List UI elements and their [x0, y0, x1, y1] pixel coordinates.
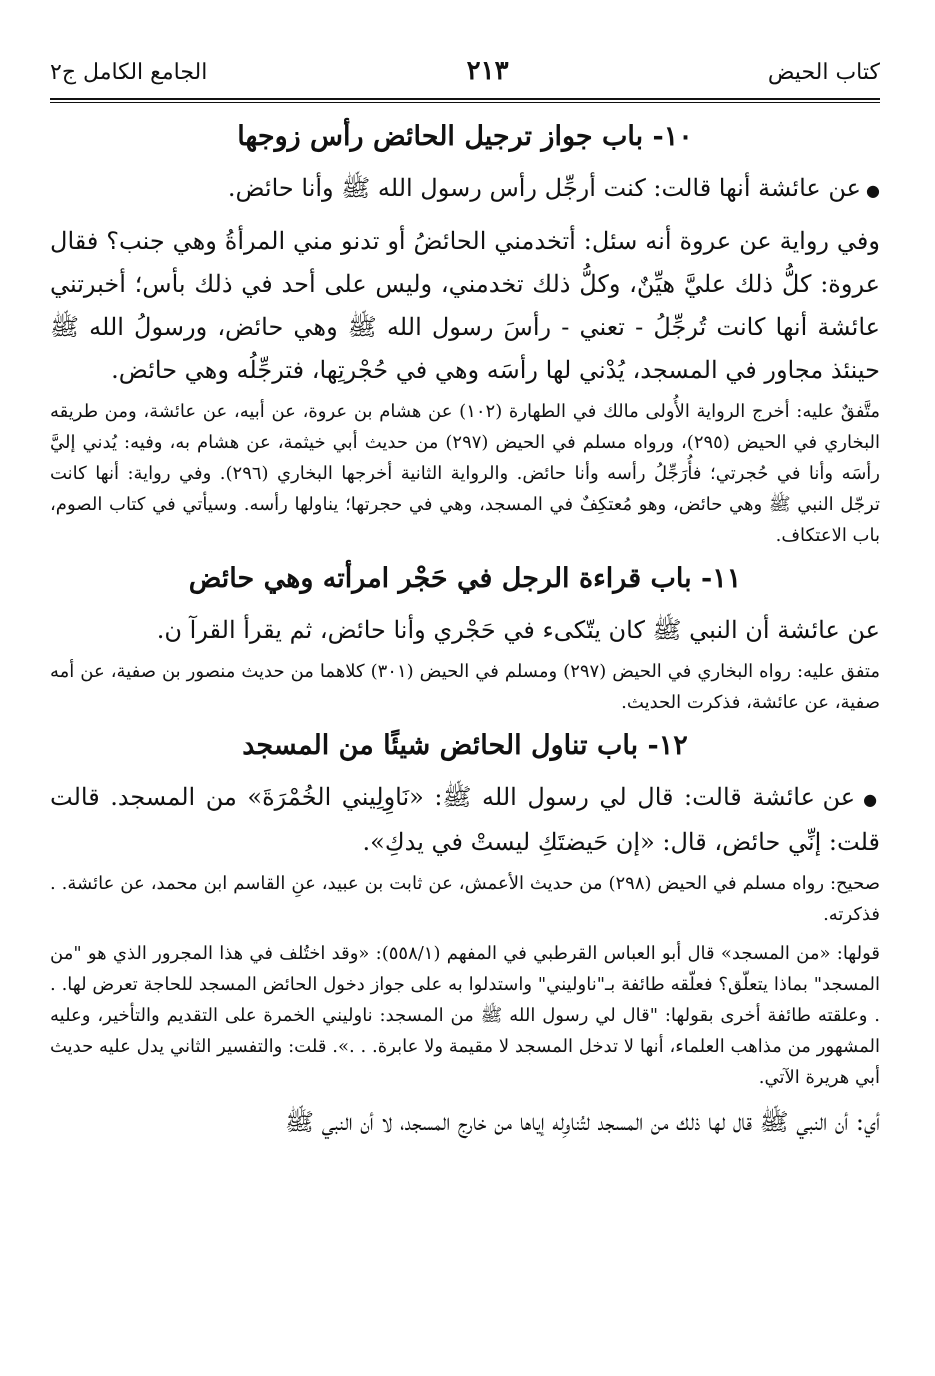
- chapter-title: كتاب الحيض: [767, 60, 880, 85]
- section-title-11: ١١- باب قراءة الرجل في حَجْر امرأته وهي حائض: [188, 563, 742, 594]
- hadith-text: وفي رواية عن عروة أنه سئل: أتخدمني الحائضُ أو تدنو مني المرأةُ وهي جنب؟ فقال عروة: كلُّ ذلك عليَّ هيِّنٌ، وكلُّ ذلك تخدمني، وليس على أحد في ذلك بأس؛ أخبرتني عائشة أنها كانت تُرجِّلُ - تعني - رأسَ رسول الله ﷺ وهي حائض، ورسولُ الله ﷺ حينئذ مجاور في المسجد، يُدْني لها رأسَه وهي في حُجْرتِها، فترجِّلُه وهي حائض.: [50, 227, 881, 384]
- commentary-text: أي: أن النبي ﷺ قال لها ذلك من المسجد لتُناوِله إياها من خارج المسجد، لا أن النبي ﷺ: [285, 1108, 880, 1136]
- section-title-10: ١٠- باب جواز ترجيل الحائض رأس زوجها: [237, 121, 693, 152]
- takhrij-note: صحيح: رواه مسلم في الحيض (٢٩٨) من حديث الأعمش، عن ثابت بن عبيد، عنِ القاسم ابن محمد، عن عائشة. . فذكرته.: [50, 873, 880, 925]
- commentary-note: قولها: «من المسجد» قال أبو العباس القرطبي في المفهم (٥٥٨/١): «وقد اختُلف في هذا المجرور الذي هو "من المسجد" بماذا يتعلّق؟ فعلّقه طائفة بـ"ناوليني" واستدلوا به على جواز دخول الحائض المسجد للحاجة تعرض لها. . . وعلقته طائفة أخرى بقولها: "قال لي رسول الله ﷺ من المسجد: ناوليني الخمرة على التقديم والتأخير، وعليه المشهور من مذاهب العلماء، أنها لا تدخل المسجد لا مقيمة ولا عابرة. . .». قلت: والتفسير الثاني يدل عليه حديث أبي هريرة الآتي.: [50, 943, 880, 1088]
- page-number: ٢١٣: [466, 56, 509, 86]
- book-title: الجامع الكامل ج٢: [50, 60, 208, 85]
- book-page: [50, 56, 880, 1144]
- hadith-text: ● عن عائشة أنها قالت: كنت أرجِّل رأس رسول الله ﷺ وأنا حائض.: [50, 167, 880, 212]
- running-header: [50, 56, 880, 96]
- section-title-12: ١٢- باب تناول الحائض شيئًا من المسجد: [242, 730, 688, 761]
- header-rule: [50, 98, 880, 103]
- takhrij-note: متَّفقٌ عليه: أخرج الرواية الأُولى مالك في الطهارة (١٠٢) عن هشام بن عروة، عن أبيه، عن عائشة، ومن طريقه البخاري في الحيض (٢٩٥)، ورواه مسلم في الحيض (٢٩٧) من حديث أبي خيثمة، عن هشام به، وفيه: يُدني إليَّ رأسَه وأنا في حُجرتي؛ فأُرَجِّلُ رأسه وأنا حائض. والرواية الثانية أخرجها البخاري (٢٩٦). وفي رواية: أنها كانت ترجّل النبي ﷺ وهي حائض، وهو مُعتكِفٌ في المسجد، وهي في حجرتها؛ يناولها رأسه. وسيأتي في كتاب الصوم، باب الاعتكاف.: [50, 401, 880, 546]
- takhrij-note: متفق عليه: رواه البخاري في الحيض (٢٩٧) ومسلم في الحيض (٣٠١) كلاهما من حديث منصور بن صفية، عن أمه صفية، عن عائشة، فذكرت الحديث.: [50, 661, 881, 713]
- hadith-text: ● عن عائشة قالت: قال لي رسول الله ﷺ: «نَاوِلِيني الخُمْرَةَ» من المسجد. قالت قلت: إنِّي حائض، قال: «إن حَيضتَكِ ليستْ في يدكِ».: [50, 776, 880, 864]
- hadith-text: عن عائشة أن النبي ﷺ كان يتّكىء في حَجْري وأنا حائض، ثم يقرأ القرآ ن.: [156, 616, 880, 644]
